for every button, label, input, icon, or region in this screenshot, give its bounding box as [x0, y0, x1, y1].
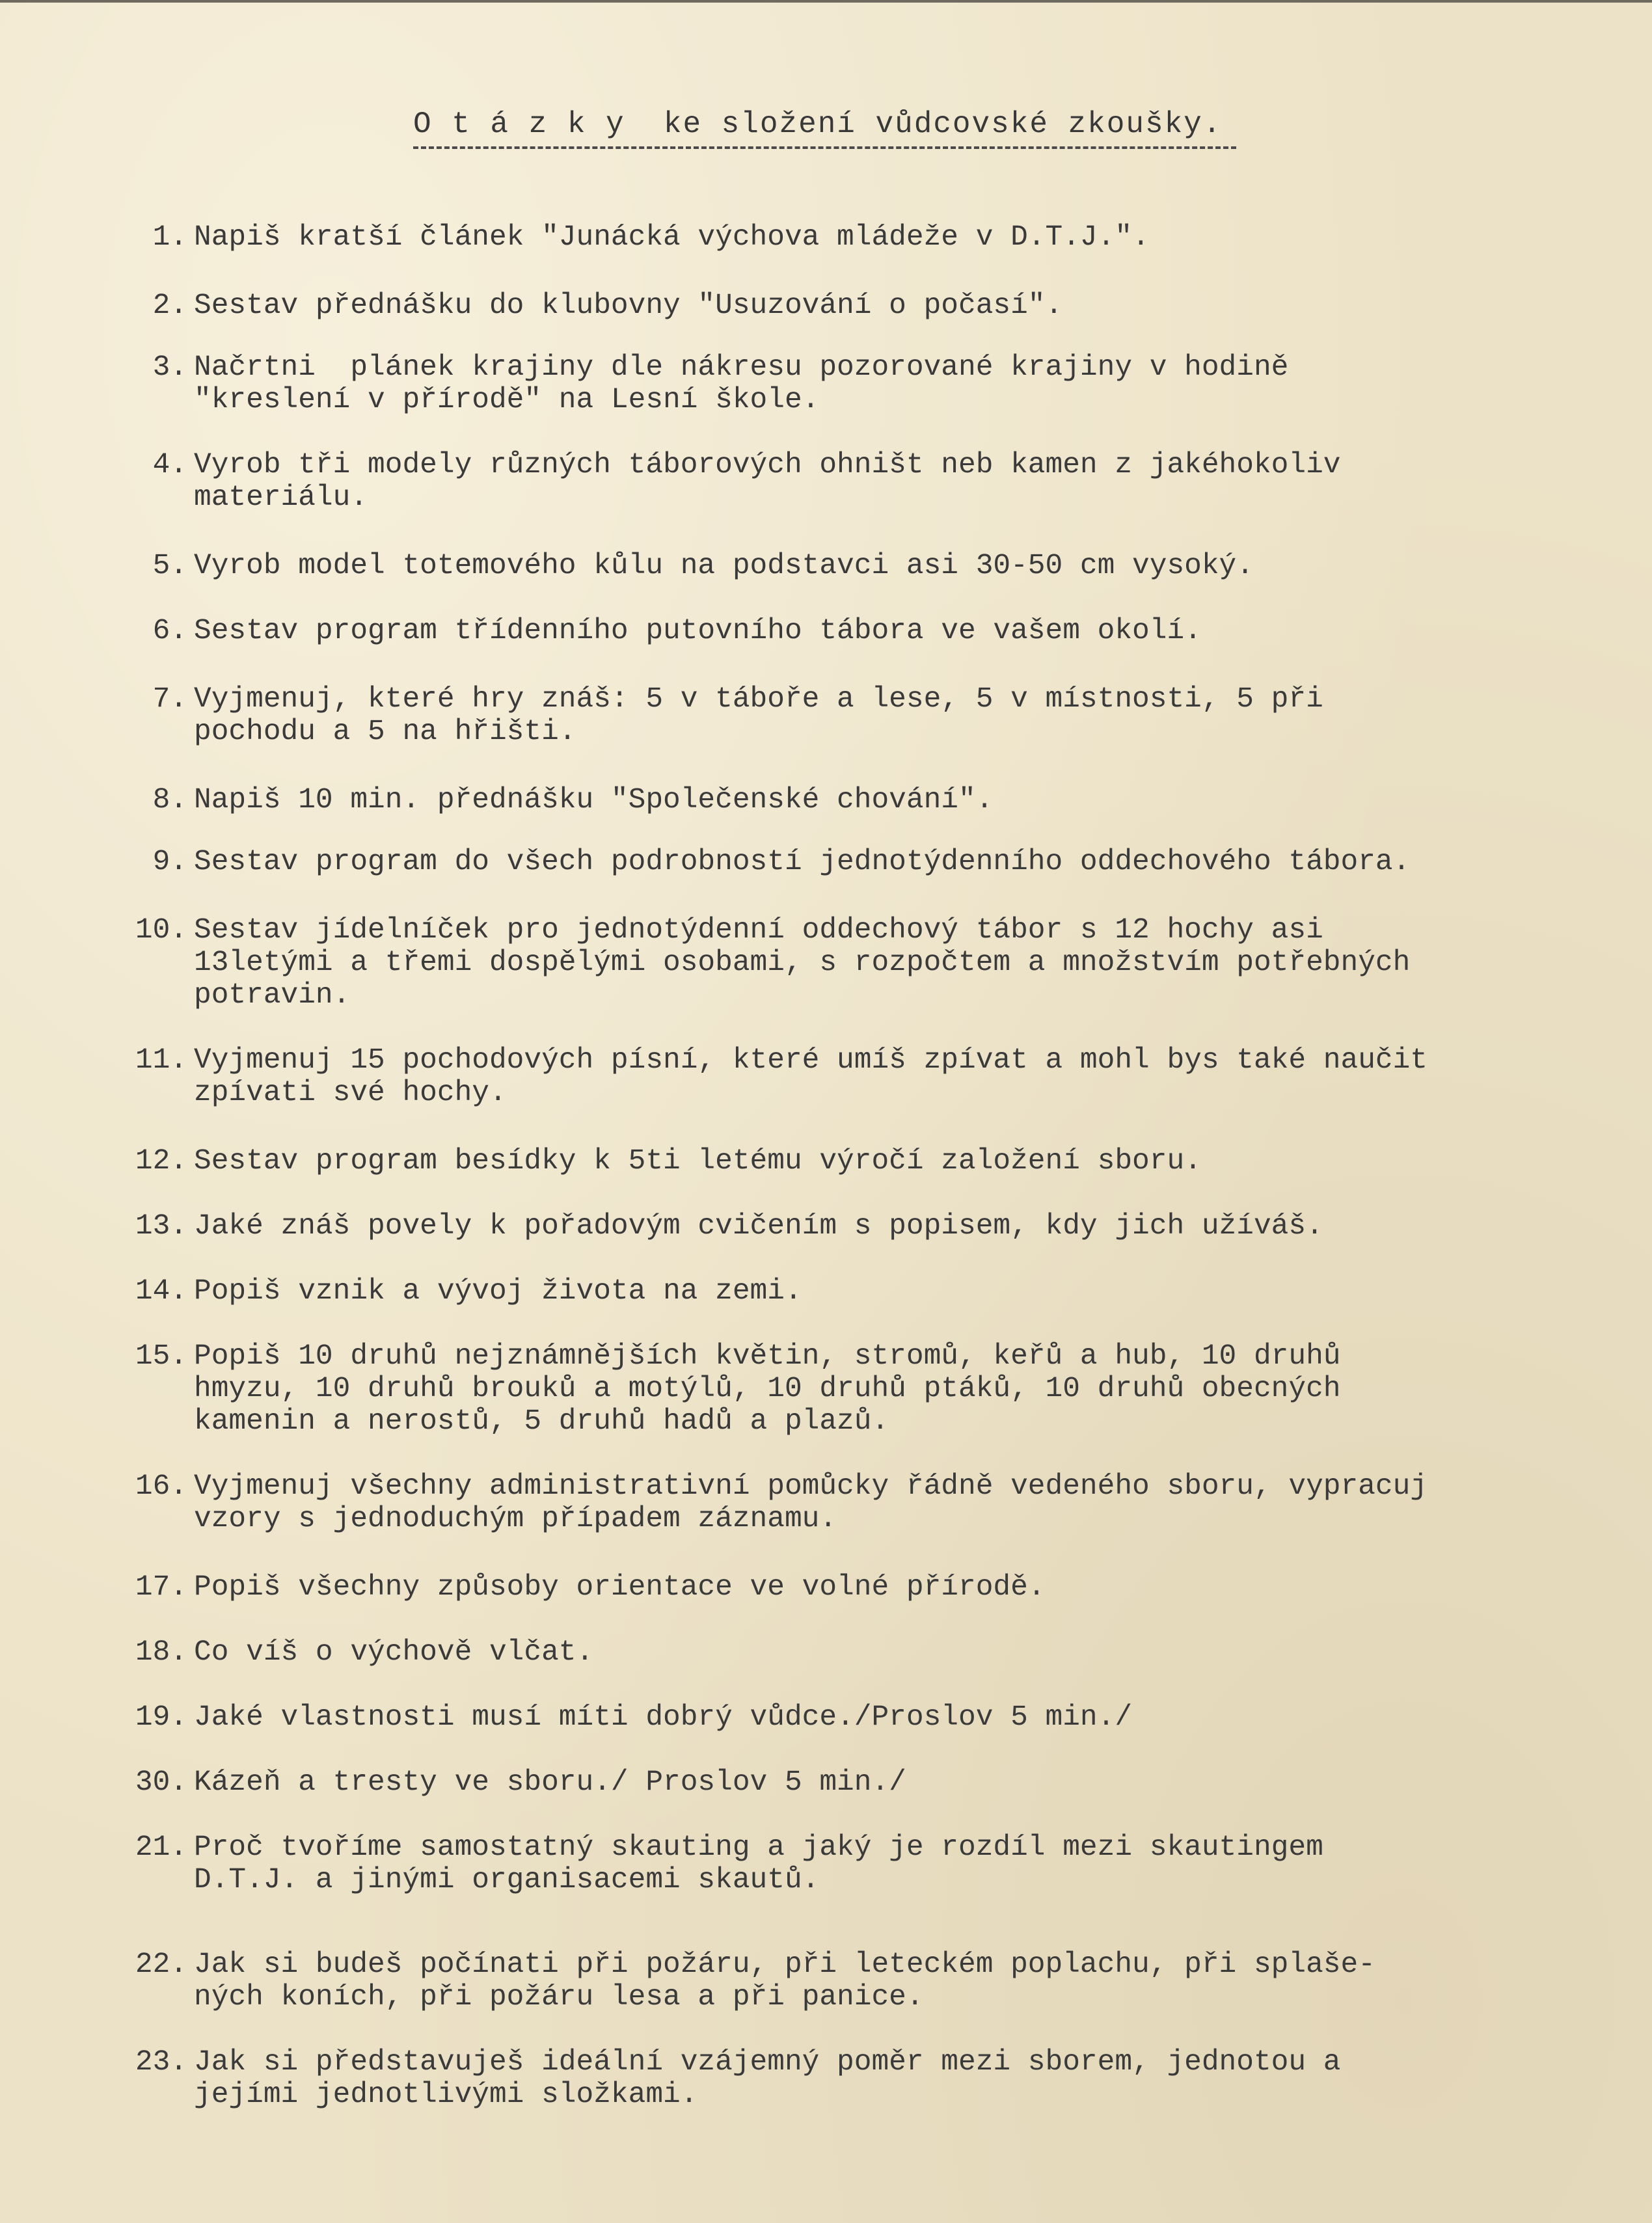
question-text-line: Jaké znáš povely k pořadovým cvičením s popisem, kdy jich užíváš. [194, 1210, 1323, 1243]
question-item [111, 221, 1607, 254]
question-number: 11. [135, 1044, 187, 1077]
question-item [111, 550, 1607, 582]
question-item [111, 1766, 1607, 1799]
question-text-line: hmyzu, 10 druhů brouků a motýlů, 10 druhů ptáků, 10 druhů obecných [194, 1373, 1341, 1405]
question-text-line: zpívati své hochy. [194, 1077, 507, 1109]
question-number: 21. [135, 1831, 187, 1864]
question-item [111, 1948, 1607, 2014]
question-item [111, 449, 1607, 514]
question-item [111, 1145, 1607, 1178]
question-text-line: Sestav program třídenního putovního tábora ve vašem okolí. [194, 615, 1202, 647]
question-text-line: Sestav jídelníček pro jednotýdenní oddechový tábor s 12 hochy asi [194, 914, 1323, 947]
question-item [111, 914, 1607, 1012]
question-text-line: Napiš kratší článek "Junácká výchova mládeže v D.T.J.". [194, 221, 1150, 254]
question-text-line: D.T.J. a jinými organisacemi skautů. [194, 1864, 820, 1896]
question-text-line: ných koních, při požáru lesa a při panice. [194, 1981, 924, 2014]
question-text-line: Vyrob tři modely různých táborových ohništ neb kamen z jakéhokoliv [194, 449, 1341, 481]
question-number: 5. [152, 550, 187, 582]
question-number: 23. [135, 2046, 187, 2079]
question-number: 14. [135, 1275, 187, 1308]
question-item [111, 2046, 1607, 2111]
page-top-edge [0, 0, 1652, 3]
question-number: 6. [152, 615, 187, 647]
question-number: 8. [152, 784, 187, 816]
question-number: 17. [135, 1571, 187, 1604]
question-number: 10. [135, 914, 187, 947]
question-item [111, 1571, 1607, 1604]
question-item [111, 1831, 1607, 1896]
question-text-line: Vyjmenuj, které hry znáš: 5 v táboře a lese, 5 v místnosti, 5 při [194, 683, 1323, 716]
question-number: 12. [135, 1145, 187, 1178]
question-text-line: Co víš o výchově vlčat. [194, 1636, 594, 1669]
question-text-line: Načrtni plánek krajiny dle nákresu pozorované krajiny v hodině [194, 351, 1289, 384]
question-text-line: materiálu. [194, 481, 368, 514]
question-number: 15. [135, 1340, 187, 1373]
question-item [111, 1636, 1607, 1669]
title-underline [413, 146, 1236, 149]
question-number: 7. [152, 683, 187, 716]
question-text-line: Napiš 10 min. přednášku "Společenské chování". [194, 784, 994, 816]
question-text-line: vzory s jednoduchým případem záznamu. [194, 1503, 837, 1535]
question-text-line: Kázeň a tresty ve sboru./ Proslov 5 min./ [194, 1766, 906, 1799]
question-text-line: "kreslení v přírodě" na Lesní škole. [194, 384, 820, 416]
question-text-line: Popiš 10 druhů nejznámnějších květin, stromů, keřů a hub, 10 druhů [194, 1340, 1341, 1373]
question-text-line: Jaké vlastnosti musí míti dobrý vůdce./Proslov 5 min./ [194, 1701, 1133, 1734]
question-item [111, 1470, 1607, 1535]
document-title: O t á z k y ke složení vůdcovské zkoušky. [413, 107, 1223, 141]
question-item [111, 683, 1607, 748]
question-number: 16. [135, 1470, 187, 1503]
question-item [111, 290, 1607, 322]
question-item [111, 615, 1607, 647]
question-text-line: jejími jednotlivými složkami. [194, 2079, 698, 2111]
question-text-line: pochodu a 5 na hřišti. [194, 716, 576, 748]
question-number: 1. [152, 221, 187, 254]
question-text-line: 13letými a třemi dospělými osobami, s rozpočtem a množstvím potřebných [194, 947, 1411, 979]
question-text-line: Jak si představuješ ideální vzájemný poměr mezi sborem, jednotou a [194, 2046, 1341, 2079]
question-item [111, 1701, 1607, 1734]
question-number: 2. [152, 290, 187, 322]
question-item [111, 846, 1607, 878]
question-item [111, 1340, 1607, 1438]
question-number: 13. [135, 1210, 187, 1243]
question-number: 22. [135, 1948, 187, 1981]
question-text-line: Popiš vznik a vývoj života na zemi. [194, 1275, 802, 1308]
question-item [111, 1044, 1607, 1109]
question-text-line: Vyjmenuj všechny administrativní pomůcky řádně vedeného sboru, vypracuj [194, 1470, 1428, 1503]
question-item [111, 784, 1607, 816]
question-text-line: kamenin a nerostů, 5 druhů hadů a plazů. [194, 1405, 889, 1438]
question-text-line: Popiš všechny způsoby orientace ve volné přírodě. [194, 1571, 1046, 1604]
question-number: 3. [152, 351, 187, 384]
title-block [413, 107, 1246, 149]
question-item [111, 1210, 1607, 1243]
question-item [111, 1275, 1607, 1308]
question-text-line: Sestav program do všech podrobností jednotýdenního oddechového tábora. [194, 846, 1411, 878]
question-number: 19. [135, 1701, 187, 1734]
question-number: 4. [152, 449, 187, 481]
question-item [111, 351, 1607, 416]
question-number: 18. [135, 1636, 187, 1669]
question-text-line: Sestav program besídky k 5ti letému výročí založení sboru. [194, 1145, 1202, 1178]
question-text-line: potravin. [194, 979, 351, 1012]
question-text-line: Proč tvoříme samostatný skauting a jaký je rozdíl mezi skautingem [194, 1831, 1323, 1864]
question-text-line: Sestav přednášku do klubovny "Usuzování o počasí". [194, 290, 1063, 322]
question-text-line: Vyrob model totemového kůlu na podstavci asi 30-50 cm vysoký. [194, 550, 1254, 582]
question-text-line: Jak si budeš počínati při požáru, při leteckém poplachu, při splaše- [194, 1948, 1375, 1981]
question-number: 9. [152, 846, 187, 878]
question-text-line: Vyjmenuj 15 pochodových písní, které umíš zpívat a mohl bys také naučit [194, 1044, 1428, 1077]
question-number: 30. [135, 1766, 187, 1799]
